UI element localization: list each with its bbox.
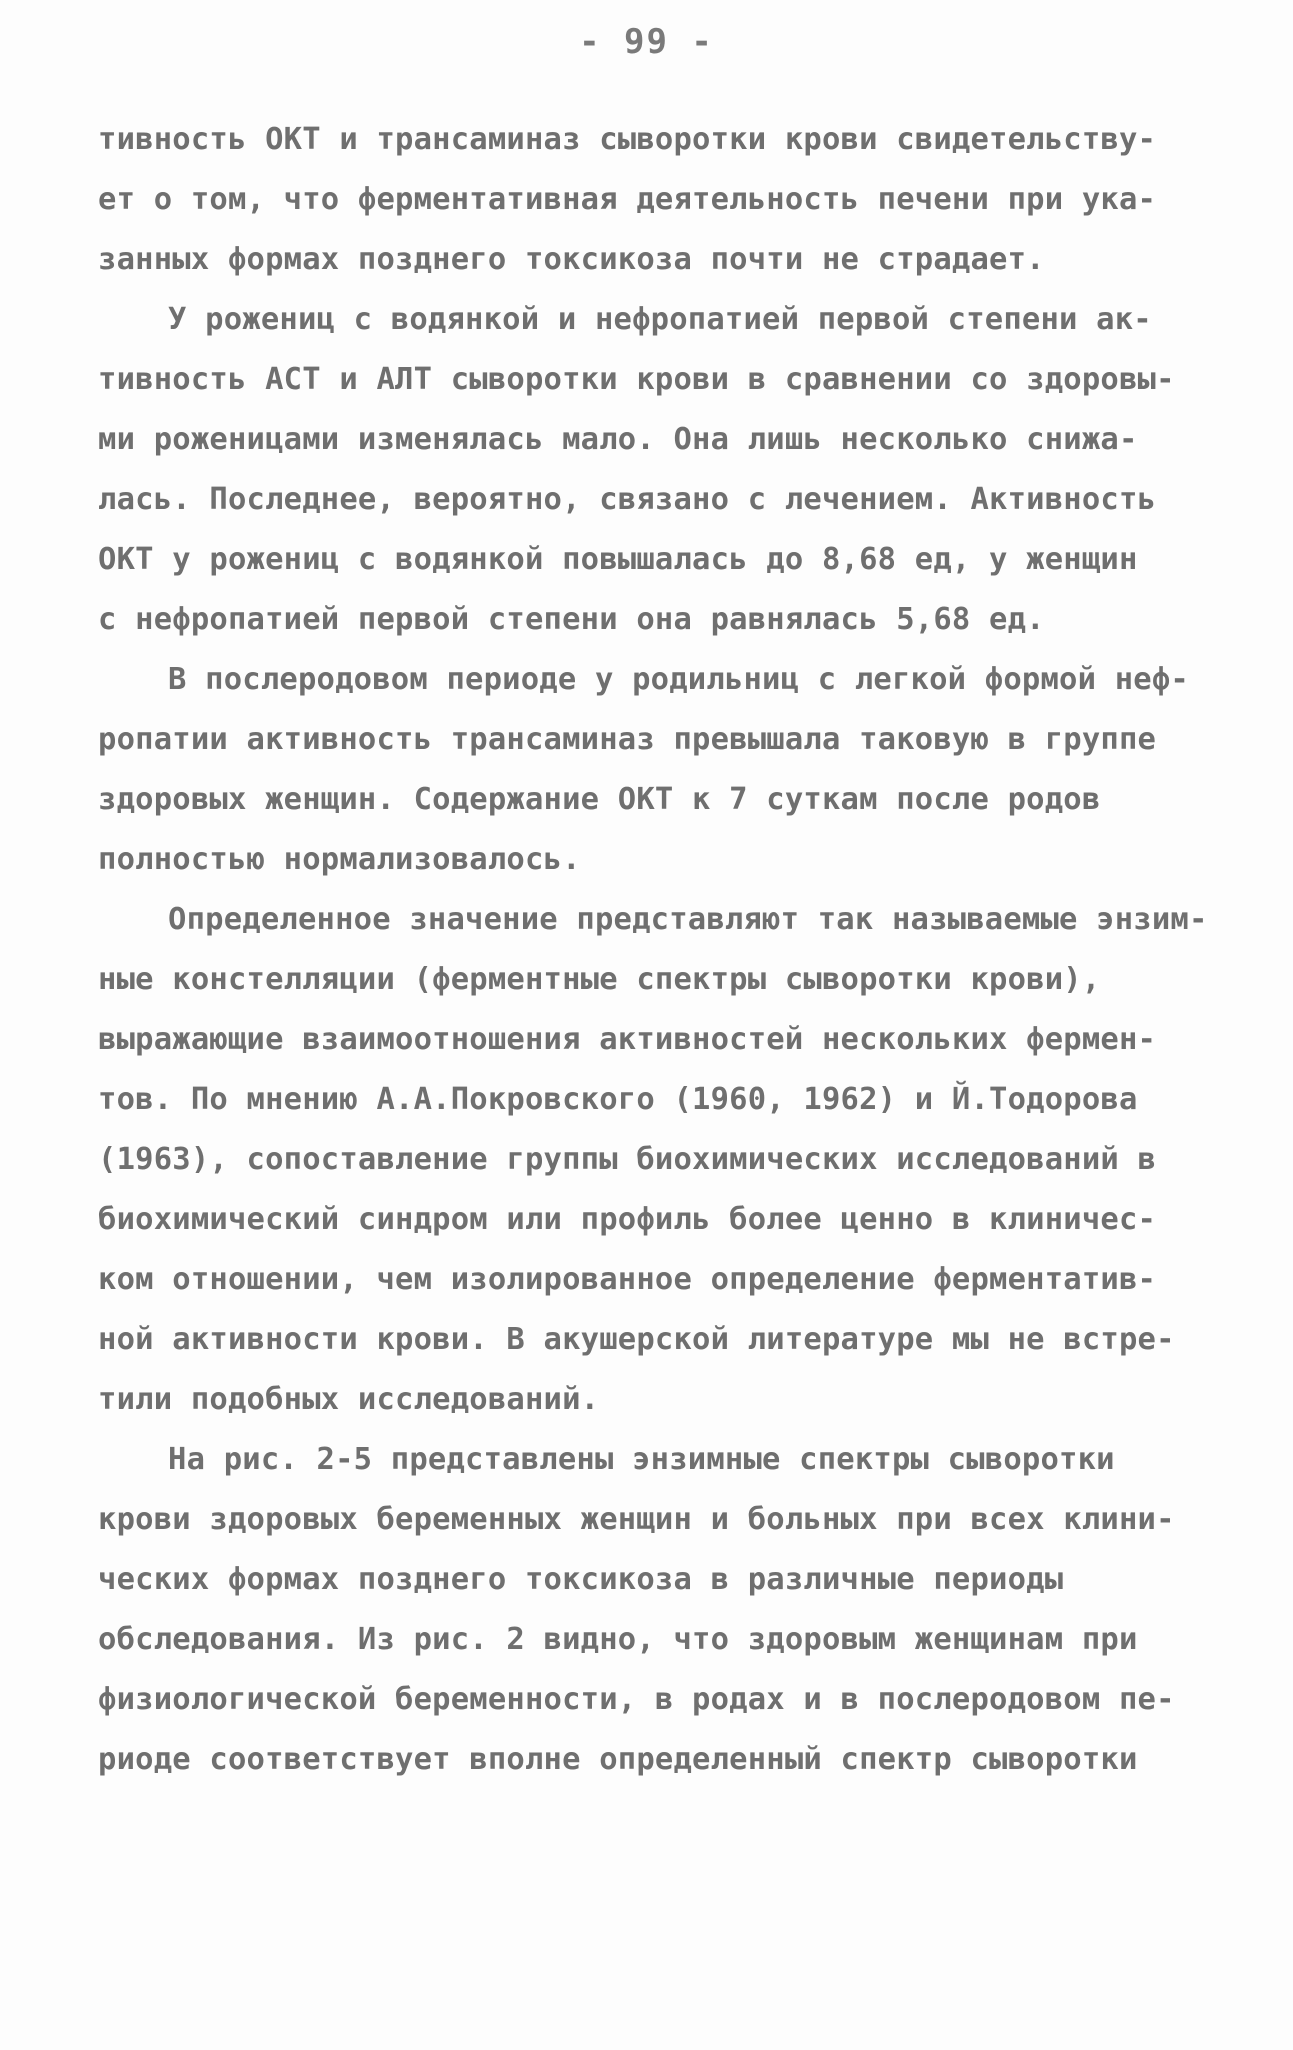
text-line: ком отношении, чем изолированное определение ферментатив- xyxy=(98,1262,1157,1297)
text-line: В послеродовом периоде у родильниц с легкой формой неф- xyxy=(168,662,1189,697)
text-line: обследования. Из рис. 2 видно, что здоровым женщинам при xyxy=(98,1622,1138,1657)
text-line: тивность АСТ и АЛТ сыворотки крови в сравнении со здоровы- xyxy=(98,362,1175,397)
text-line: (1963), сопоставление группы биохимических исследований в xyxy=(98,1142,1157,1177)
text-line: ОКТ у рожениц с водянкой повышалась до 8,68 ед, у женщин xyxy=(98,542,1138,577)
text-line: У рожениц с водянкой и нефропатией первой степени ак- xyxy=(168,302,1152,337)
page-number: - 99 - xyxy=(579,22,714,62)
text-line: здоровых женщин. Содержание ОКТ к 7 суткам после родов xyxy=(98,782,1101,817)
text-line: крови здоровых беременных женщин и больных при всех клини- xyxy=(98,1502,1175,1537)
text-line: лась. Последнее, вероятно, связано с лечением. Активность xyxy=(98,482,1157,517)
text-line: физиологической беременности, в родах и в послеродовом пе- xyxy=(98,1682,1175,1717)
text-line: ные констелляции (ферментные спектры сыворотки крови), xyxy=(98,962,1101,997)
text-line: тили подобных исследований. xyxy=(98,1382,600,1417)
text-line: тивность ОКТ и трансаминаз сыворотки крови свидетельству- xyxy=(98,122,1157,157)
text-line: ет о том, что ферментативная деятельность печени при ука- xyxy=(98,182,1157,217)
text-line: занных формах позднего токсикоза почти не страдает. xyxy=(98,242,1045,277)
text-line: Определенное значение представляют так называемые энзим- xyxy=(168,902,1208,937)
text-line: ропатии активность трансаминаз превышала таковую в группе xyxy=(98,722,1157,757)
text-line: риоде соответствует вполне определенный спектр сыворотки xyxy=(98,1742,1138,1777)
paragraph xyxy=(98,650,1188,890)
text-line: ной активности крови. В акушерской литературе мы не встре- xyxy=(98,1322,1175,1357)
text-line: с нефропатией первой степени она равнялась 5,68 ед. xyxy=(98,602,1045,637)
text-line: тов. По мнению А.А.Покровского (1960, 1962) и Й.Тодорова xyxy=(98,1082,1138,1117)
text-line: выражающие взаимоотношения активностей нескольких фермен- xyxy=(98,1022,1157,1057)
paragraph xyxy=(98,110,1188,290)
paragraph xyxy=(98,1430,1188,1790)
paragraph xyxy=(98,890,1208,1430)
body-text xyxy=(98,110,1208,1790)
paragraph xyxy=(98,290,1188,650)
text-line: На рис. 2-5 представлены энзимные спектры сыворотки xyxy=(168,1442,1115,1477)
text-line: ми роженицами изменялась мало. Она лишь несколько снижа- xyxy=(98,422,1138,457)
text-line: полностью нормализовалось. xyxy=(98,842,581,877)
text-line: ческих формах позднего токсикоза в различные периоды xyxy=(98,1562,1064,1597)
text-line: биохимический синдром или профиль более ценно в клиничес- xyxy=(98,1202,1157,1237)
